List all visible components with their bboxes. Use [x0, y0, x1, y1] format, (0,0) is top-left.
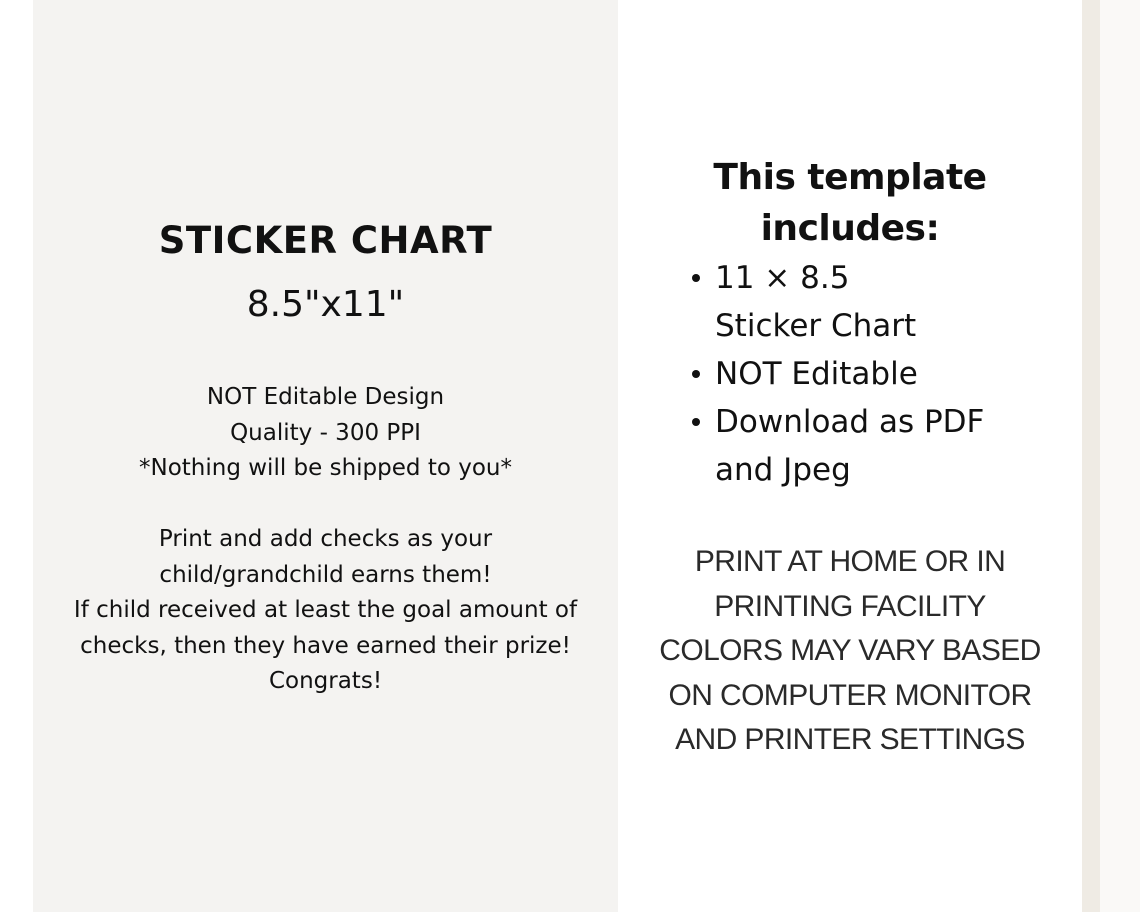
- description-line: Congrats!: [268, 668, 383, 694]
- notice-line: COLORS MAY VARY BASED: [659, 634, 1041, 667]
- notice-line: PRINTING FACILITY: [714, 589, 986, 623]
- heading-line: This template: [713, 157, 987, 198]
- includes-list: [690, 254, 984, 494]
- list-item: [690, 350, 984, 398]
- far-right-edge: [1100, 0, 1140, 912]
- description-line: If child received at least the goal amount of: [73, 597, 578, 623]
- description-line: checks, then they have earned their prize!: [80, 632, 571, 659]
- notice-line: ON COMPUTER MONITOR: [668, 678, 1032, 712]
- info-line: Quality - 300 PPI: [230, 419, 421, 446]
- info-line: NOT Editable Design: [206, 384, 445, 410]
- print-notice: [640, 540, 1060, 763]
- product-size: 8.5"x11": [246, 284, 405, 325]
- product-description: [33, 522, 618, 700]
- description-line: Print and add checks as your: [158, 526, 493, 552]
- list-item: [690, 398, 984, 494]
- notice-line: AND PRINTER SETTINGS: [675, 723, 1025, 756]
- product-info: [33, 380, 618, 487]
- heading-line: includes:: [760, 208, 940, 249]
- bullet-icon: [692, 274, 700, 282]
- right-edge-stripe: [1082, 0, 1100, 912]
- bullet-icon: [692, 418, 700, 426]
- list-item-line: Download as PDF: [715, 404, 985, 440]
- product-title: STICKER CHART: [158, 219, 493, 262]
- list-item-line: Sticker Chart: [715, 308, 917, 344]
- list-item-line: 11 × 8.5: [715, 260, 850, 296]
- includes-heading: [650, 152, 1050, 254]
- description-line: child/grandchild earns them!: [159, 561, 492, 588]
- info-line: *Nothing will be shipped to you*: [139, 455, 512, 481]
- notice-line: PRINT AT HOME OR IN: [694, 545, 1006, 578]
- bullet-icon: [692, 370, 700, 378]
- list-item-line: NOT Editable: [715, 356, 918, 392]
- list-item-line: and Jpeg: [715, 452, 851, 488]
- list-item: [690, 254, 984, 350]
